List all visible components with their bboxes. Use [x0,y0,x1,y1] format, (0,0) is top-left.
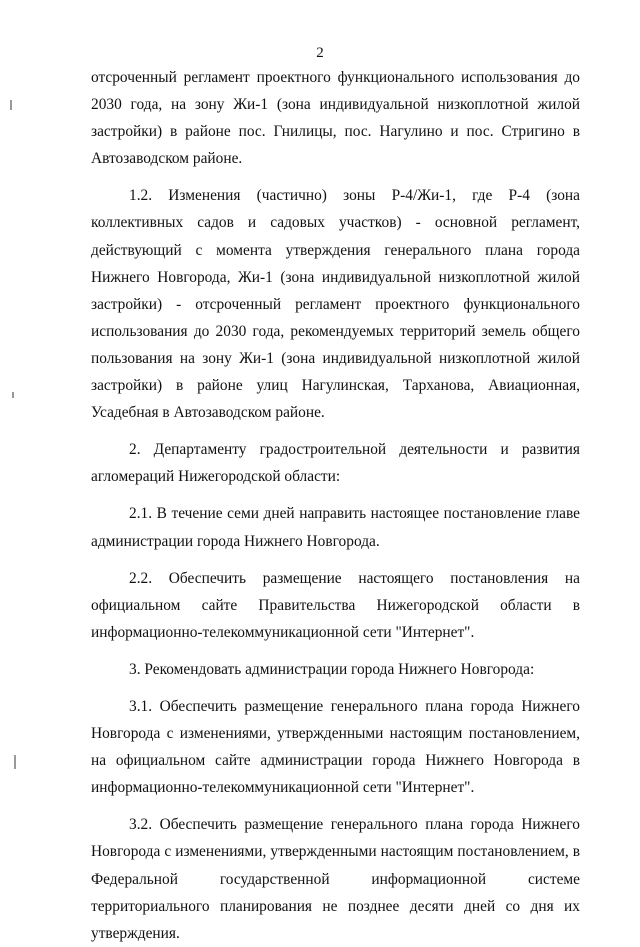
paragraph-1-2: 1.2. Изменения (частично) зоны Р-4/Жи-1, где Р-4 (зона коллективных садов и садовых участков) - основной регламент, действующий с момента утверждения генерального плана города Нижнего Новгорода, Жи-1 (зона индивидуальной низкоплотной жилой застройки) - отсроченный регламент проектного функционального использования до 2030 года, рекомендуемых территорий земель общего пользования на зону Жи-1 (зона индивидуальной низкоплотной жилой застройки) в районе улиц Нагулинская, Тарханова, Авиационная, Усадебная в Автозаводском районе. [91,187,580,422]
scan-speck-middle [12,392,14,398]
scan-speck-top [10,100,12,110]
paragraph-3: 3. Рекомендовать администрации города Нижнего Новгорода: [129,660,535,678]
paragraph-2-2: 2.2. Обеспечить размещение настоящего постановления на официальном сайте Правительства Нижегородской области в информационно-телекоммуникационной сети "Интернет". [91,569,580,641]
paragraph-2-1: 2.1. В течение семи дней направить настоящее постановление главе администрации города Нижнего Новгорода. [91,505,580,550]
paragraph-continuation: отсроченный регламент проектного функционального использования до 2030 года, на зону Жи-1 (зона индивидуальной низкоплотной жилой застройки) в районе пос. Гнилицы, пос. Нагулино и пос. Стригино в Автозаводском районе. [91,69,580,168]
document-body [91,64,580,947]
scan-speck-bottom [14,755,16,769]
paragraph-3-2: 3.2. Обеспечить размещение генерального плана города Нижнего Новгорода с изменениями, утвержденными настоящим постановлением, в Федеральной государственной информационной системе территориального планирования не позднее десяти дней со дня их утверждения. [91,816,580,942]
paragraph-3-1: 3.1. Обеспечить размещение генерального плана города Нижнего Новгорода с изменениями, утвержденными настоящим постановлением, на официальном сайте администрации города Нижнего Новгорода в информационно-телекоммуникационной сети "Интернет". [91,697,580,797]
page-number: 2 [316,45,324,61]
paragraph-2: 2. Департаменту градостроительной деятельности и развития агломераций Нижегородской области: [91,441,580,486]
